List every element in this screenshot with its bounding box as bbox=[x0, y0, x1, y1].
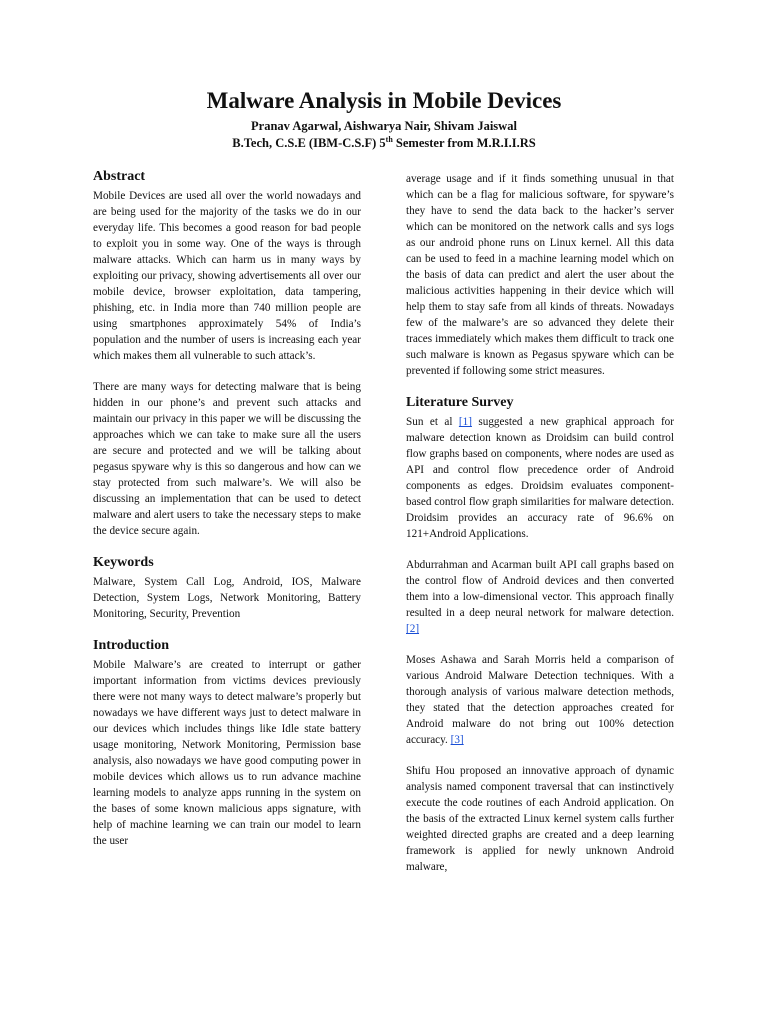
literature-text: Abdurrahman and Acarman built API call graphs based on the control flow of Android devices and then converted them into a low-dimensional vector. This approach finally resulted in a deep neural network for malware detection. bbox=[406, 559, 674, 619]
literature-text: Sun et al bbox=[406, 416, 459, 428]
abstract-paragraph: Mobile Devices are used all over the world nowadays and are being used for the majority of the tasks we do in our everyday life. This becomes a good reason for bad people to exploit you in some way. One of the ways is through malware attacks. Which can harm us in many ways by exploiting our privacy, showing advertisements all over our mobile device, browser exploitation, data tampering, phishing, etc. in India more than 740 million people are using smartphones approximately 54% of India’s population and the number of users is increasing each year which makes them all vulnerable to such attack’s. bbox=[93, 190, 361, 362]
citation-link-1[interactable]: [1] bbox=[458, 416, 472, 428]
abstract-paragraph: There are many ways for detecting malware that is being hidden in our phone’s and prevent such attacks and maintain our privacy in this paper we will be discussing the approaches which we can take to make sure all the users are secure and protected and we will be talking about pegasus spyware why is this so dangerous and how can we stay protected from such malware’s. We will also be discussing an implementation that can be used to detect malware and alert users to take the necessary steps to make the device secure again. bbox=[93, 381, 361, 537]
affiliation-text-end: Semester from M.R.I.I.RS bbox=[392, 136, 536, 150]
introduction-paragraph-continued: average usage and if it finds something unusual in that which can be a flag for malicious software, for spyware’s they have to send the data back to the hacker’s server which can be monitored on the network calls and sys logs as our android phone runs on Linux kernel. All this data can be used to feed in a machine learning model which on the basis of data can predict and alert the user about the malicious activities happening in their device which will help them to stay safe from all kinds of threats. Nowadays few of the malware’s are so advanced they delete their traces immediately which makes them difficult to track one such malware is known as Pegasus spyware which can be prevented if following some strict measures. bbox=[406, 173, 674, 377]
right-column bbox=[406, 171, 674, 875]
affiliation bbox=[0, 136, 768, 151]
abstract-heading: Abstract bbox=[93, 169, 146, 184]
literature-text: suggested a new graphical approach for malware detection known as Droidsim can build control flow graphs based on components, where nodes are used as API and control flow precedence order of Android components as edges. Droidsim evaluates component-based control flow graph similarities for malware detection. Droidsim provides an accuracy rate of 96.6% on 121+Android Applications. bbox=[406, 416, 674, 540]
affiliation-superscript: th bbox=[385, 134, 393, 144]
literature-text: Moses Ashawa and Sarah Morris held a comparison of various Android Malware Detection techniques. With a thorough analysis of various malware detection methods, they stated that the detection approaches created for Android malware do not bring out 100% detection accuracy. bbox=[406, 654, 674, 746]
citation-link-2[interactable]: [2] bbox=[406, 623, 420, 635]
literature-survey-heading: Literature Survey bbox=[406, 395, 514, 410]
keywords-text: Malware, System Call Log, Android, IOS, Malware Detection, System Logs, Network Monitoring, Battery Monitoring, Security, Prevention bbox=[93, 576, 361, 620]
literature-paragraph: Shifu Hou proposed an innovative approach of dynamic analysis named component traversal that can instinctively execute the code routines of each Android application. On the basis of the extracted Linux kernel system calls further weighted directed graphs are created and a deep learning framework is applied for newly unknown Android malware, bbox=[406, 765, 674, 873]
affiliation-text: B.Tech, C.S.E (IBM-C.S.F) 5 bbox=[232, 136, 386, 150]
introduction-heading: Introduction bbox=[93, 638, 169, 653]
literature-paragraph bbox=[406, 414, 674, 542]
keywords-heading: Keywords bbox=[93, 555, 154, 570]
literature-paragraph bbox=[406, 557, 674, 637]
left-column bbox=[93, 168, 361, 849]
paper-title: Malware Analysis in Mobile Devices bbox=[206, 88, 562, 113]
literature-paragraph bbox=[406, 652, 674, 748]
citation-link-3[interactable]: [3] bbox=[450, 734, 464, 746]
introduction-paragraph: Mobile Malware’s are created to interrupt or gather important information from victims devices previously there were not many ways to detect malware’s properly but nowadays we have different ways just to detect malware in our devices which includes things like Idle state battery usage monitoring, Network Monitoring, Permission base analysis, also nowadays we have good computing power in mobile devices which allows us to run advance machine learning models to analyze apps running in the system on the bases of some known malicious apps signature, with help of machine learning we can train our model to learn the user bbox=[93, 659, 361, 847]
author-list: Pranav Agarwal, Aishwarya Nair, Shivam Jaiswal bbox=[251, 119, 517, 133]
